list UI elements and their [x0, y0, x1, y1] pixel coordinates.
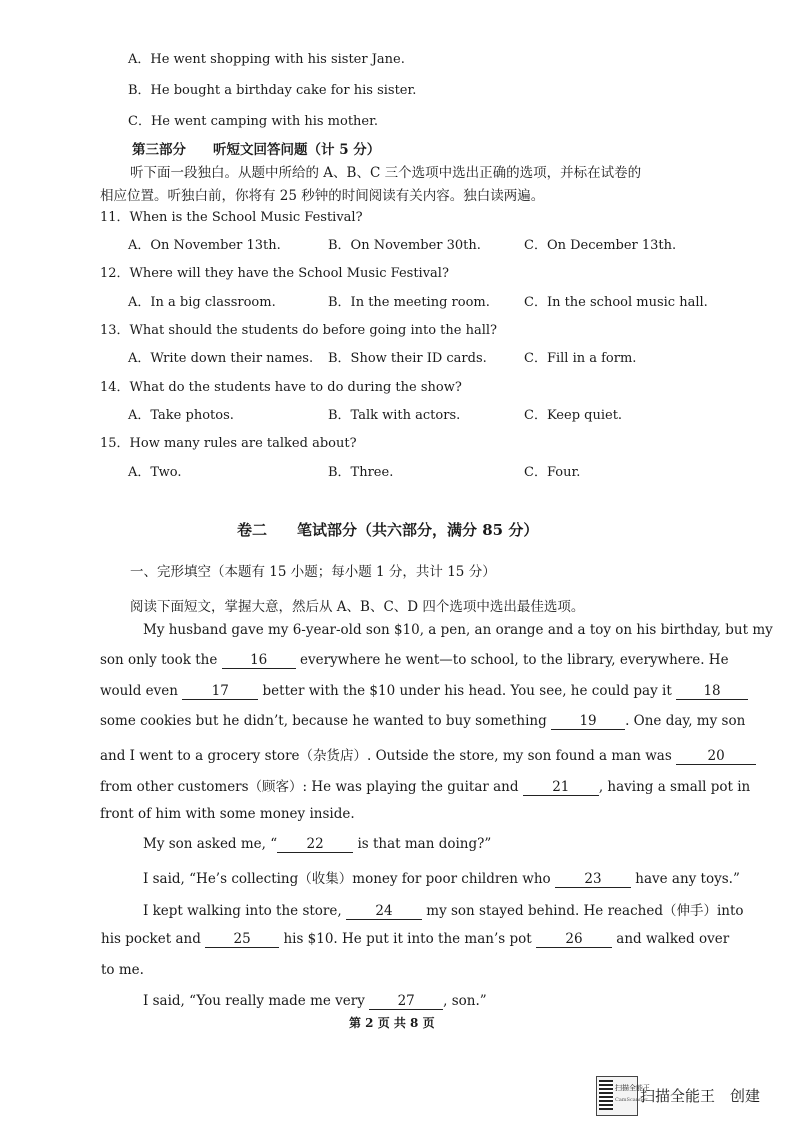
option-c: C．He went camping with his mother.: [128, 114, 379, 129]
blank-27[interactable]: 27: [369, 993, 443, 1010]
q14-option-b: B．Talk with actors.: [328, 408, 461, 423]
q12-option-c: C．In the school music hall.: [524, 295, 708, 310]
q15-option-b: B．Three.: [328, 465, 394, 480]
logo-subtext: CamScanner: [615, 1097, 648, 1103]
passage-line: would even 17 better with the $10 under his head. You see, he could pay it 18: [100, 683, 748, 700]
q11-option-c: C．On December 13th.: [524, 238, 677, 253]
passage-line: some cookies but he didn’t, because he wanted to buy something 19 . One day, my son: [100, 713, 746, 729]
passage-line: and I went to a grocery store（杂货店）. Outside the store, my son found a man was 20: [100, 744, 756, 765]
qr-code-icon: [599, 1080, 613, 1110]
camscanner-logo: [596, 1076, 650, 1116]
q15-option-a: A．Two.: [128, 465, 182, 480]
page-number: 第 2 页 共 8 页: [349, 1016, 435, 1030]
section1-title: 一、完形填空（本题有 15 小题；每小题 1 分，共计 15 分）: [130, 564, 496, 580]
blank-23[interactable]: 23: [555, 871, 631, 888]
blank-18[interactable]: 18: [676, 683, 748, 700]
logo-text: 扫描全能王: [615, 1084, 650, 1092]
q12-option-a: A．In a big classroom.: [128, 295, 276, 310]
blank-22[interactable]: 22: [277, 836, 353, 853]
question-13: 13．What should the students do before going into the hall?: [100, 323, 497, 338]
question-12: 12．Where will they have the School Music Festival?: [100, 266, 449, 281]
question-14: 14．What do the students have to do during the show?: [100, 380, 462, 395]
q14-option-a: A．Take photos.: [128, 408, 234, 423]
passage-line: My son asked me, “ 22 is that man doing?”: [143, 836, 492, 852]
blank-26[interactable]: 26: [536, 931, 612, 948]
q11-option-a: A．On November 13th.: [128, 238, 281, 253]
blank-21[interactable]: 21: [523, 779, 599, 796]
q13-option-a: A．Write down their names.: [128, 351, 314, 366]
passage-line: I said, “He’s collecting（收集）money for poor children who 23 have any toys.”: [143, 871, 740, 887]
q11-option-b: B．On November 30th.: [328, 238, 481, 253]
option-b: B．He bought a birthday cake for his sister.: [128, 83, 417, 98]
q14-option-c: C．Keep quiet.: [524, 408, 623, 423]
q13-option-c: C．Fill in a form.: [524, 351, 637, 366]
passage-line: from other customers（顾客）: He was playing the guitar and 21 , having a small pot in: [100, 779, 751, 795]
part3-instructions-line2: 相应位置。听独白前，你将有 25 秒钟的时间阅读有关内容。独白读两遍。: [100, 188, 545, 204]
passage-line: to me.: [101, 962, 144, 978]
section1-instructions: 阅读下面短文，掌握大意，然后从 A、B、C、D 四个选项中选出最佳选项。: [130, 599, 585, 615]
blank-20[interactable]: 20: [676, 748, 756, 765]
passage-line: I said, “You really made me very 27 , son.”: [143, 993, 487, 1009]
watermark-text: 扫描全能王 创建: [640, 1087, 761, 1105]
question-11: 11．When is the School Music Festival?: [100, 210, 363, 225]
q12-option-b: B．In the meeting room.: [328, 295, 490, 310]
passage-line: his pocket and 25 his $10. He put it into the man’s pot 26 and walked over: [101, 931, 730, 947]
passage-line: front of him with some money inside.: [100, 806, 355, 822]
passage-line: son only took the 16 everywhere he went—to school, to the library, everywhere. He: [100, 652, 729, 668]
part3-title: 第三部分 听短文回答问题（计 5 分）: [132, 142, 381, 158]
blank-25[interactable]: 25: [205, 931, 279, 948]
blank-19[interactable]: 19: [551, 713, 625, 730]
q15-option-c: C．Four.: [524, 465, 581, 480]
option-a: A．He went shopping with his sister Jane.: [128, 52, 405, 67]
blank-16[interactable]: 16: [222, 652, 296, 669]
paper2-title: 卷二 笔试部分（共六部分，满分 85 分）: [237, 521, 539, 539]
question-15: 15．How many rules are talked about?: [100, 436, 357, 451]
passage-line: I kept walking into the store, 24 my son stayed behind. He reached（伸手）into: [143, 903, 744, 919]
part3-instructions-line1: 听下面一段独白。从题中所给的 A、B、C 三个选项中选出正确的选项，并标在试卷的: [130, 165, 642, 181]
passage-line: My husband gave my 6-year-old son $10, a pen, an orange and a toy on his birthday, but my: [143, 622, 773, 638]
blank-24[interactable]: 24: [346, 903, 422, 920]
q13-option-b: B．Show their ID cards.: [328, 351, 487, 366]
blank-17[interactable]: 17: [182, 683, 258, 700]
